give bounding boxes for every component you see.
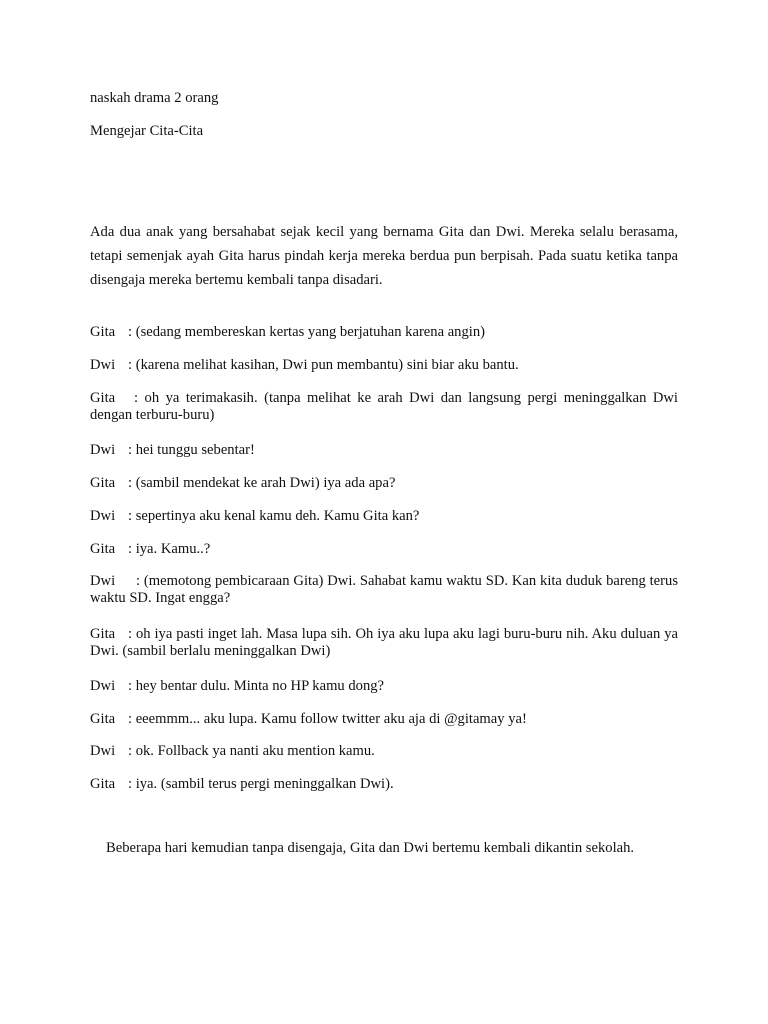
speaker-name: Gita [90, 324, 116, 340]
dialogue-line [90, 626, 678, 660]
speaker-name: Dwi [90, 743, 116, 759]
dialogue-line [90, 711, 678, 728]
dialogue-line [90, 357, 678, 374]
intro-paragraph: Ada dua anak yang bersahabat sejak kecil yang bernama Gita dan Dwi. Mereka selalu berasama, tetapi semenjak ayah Gita harus pindah kerja mereka berdua pun berpisah. Pada suatu ketika tanpa disengaja mereka bertemu kembali tanpa disadari. [90, 224, 678, 288]
speaker-name: Dwi [90, 508, 116, 524]
speaker-name: Dwi [90, 678, 116, 694]
dialogue-text: : hey bentar dulu. Minta no HP kamu dong? [128, 678, 385, 694]
speaker-name: Gita [90, 475, 116, 491]
dialogue-line [90, 475, 678, 492]
dialogue-text: : iya. Kamu..? [128, 541, 211, 557]
dialogue-text: : oh iya pasti inget lah. Masa lupa sih. Oh iya aku lupa aku lagi buru-buru nih. Aku duluan ya Dwi. (sambil berlalu meninggalkan Dwi) [90, 626, 678, 659]
dialogue-text: : (sambil mendekat ke arah Dwi) iya ada apa? [128, 475, 396, 491]
dialogue-text: : ok. Follback ya nanti aku mention kamu. [128, 743, 375, 759]
dialogue-text: : hei tunggu sebentar! [128, 442, 255, 458]
speaker-name: Gita [90, 541, 116, 557]
dialogue-line [90, 743, 678, 760]
dialogue-text: : (karena melihat kasihan, Dwi pun membantu) sini biar aku bantu. [128, 357, 519, 373]
dialogue-line [90, 442, 678, 459]
drama-title: Mengejar Cita-Cita [90, 123, 204, 139]
speaker-name: Dwi [90, 442, 116, 458]
speaker-name: Gita [90, 390, 116, 406]
speaker-name: Dwi [90, 357, 116, 373]
dialogue-text: : sepertinya aku kenal kamu deh. Kamu Gita kan? [128, 508, 420, 524]
dialogue-text: : iya. (sambil terus pergi meninggalkan Dwi). [128, 776, 394, 792]
speaker-name: Gita [90, 711, 116, 727]
dialogue-line [90, 324, 678, 341]
dialogue-line [90, 541, 678, 558]
dialogue-text: : oh ya terimakasih. (tanpa melihat ke arah Dwi dan langsung pergi meninggalkan Dwi dengan terburu-buru) [90, 390, 678, 423]
closing-paragraph: Beberapa hari kemudian tanpa disengaja, Gita dan Dwi bertemu kembali dikantin sekolah. [106, 840, 635, 856]
dialogue-line [90, 573, 678, 607]
dialogue-line [90, 776, 678, 793]
dialogue-line [90, 390, 678, 424]
dialogue-line [90, 678, 678, 695]
speaker-name: Dwi [90, 573, 116, 589]
document-header: naskah drama 2 orang [90, 90, 219, 106]
dialogue-text: : (sedang membereskan kertas yang berjatuhan karena angin) [128, 324, 485, 340]
dialogue-text: : (memotong pembicaraan Gita) Dwi. Sahabat kamu waktu SD. Kan kita duduk bareng terus waktu SD. Ingat engga? [90, 573, 678, 606]
speaker-name: Gita [90, 626, 116, 642]
dialogue-text: : eeemmm... aku lupa. Kamu follow twitter aku aja di @gitamay ya! [128, 711, 527, 727]
speaker-name: Gita [90, 776, 116, 792]
dialogue-line [90, 508, 678, 525]
